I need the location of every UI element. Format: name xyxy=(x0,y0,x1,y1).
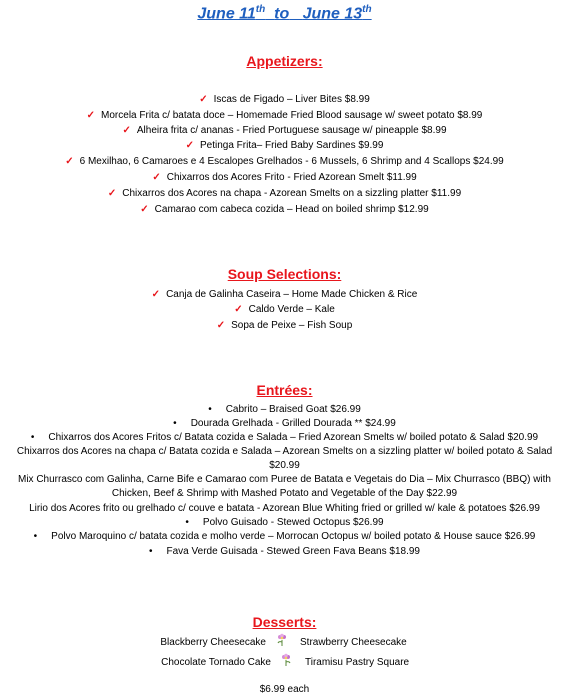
title-start: June 11 xyxy=(197,5,256,23)
appetizer-text: Alheira frita c/ ananas - Fried Portuguese sausage w/ pineapple $8.99 xyxy=(136,125,447,136)
check-mark-icon: ✓ xyxy=(107,188,117,199)
entree-item xyxy=(0,502,569,515)
entree-text: Lirio dos Acores frito ou grelhado c/ couve e batata - Azorean Blue Whiting fried or grilled w/ kale & potatoes $26.99 xyxy=(29,503,540,514)
title-end: June 13 xyxy=(302,5,363,23)
bullet-icon: • xyxy=(185,517,189,528)
appetizer-text: Morcela Frita c/ batata doce – Homemade Fried Blood sausage w/ sweet potato $8.99 xyxy=(101,110,483,121)
check-mark-icon: ✓ xyxy=(185,140,194,151)
entree-text: Dourada Grelhada - Grilled Dourada ** $24.99 xyxy=(190,418,396,429)
appetizer-item xyxy=(0,155,569,168)
entree-text: Polvo Guisado - Stewed Octopus $26.99 xyxy=(202,517,384,528)
bullet-icon: • xyxy=(148,546,153,557)
entree-item xyxy=(0,530,569,543)
page-title xyxy=(0,4,569,23)
soup-heading: Soup Selections: xyxy=(227,266,342,282)
bullet-icon: • xyxy=(33,531,38,542)
soup-text: Canja de Galinha Caseira – Home Made Chicken & Rice xyxy=(166,289,418,300)
soup-text: Sopa de Peixe – Fish Soup xyxy=(231,320,353,331)
title-sup-2: th xyxy=(362,4,372,15)
entrees-heading: Entrées: xyxy=(256,382,313,398)
appetizer-item xyxy=(0,139,569,152)
entree-item xyxy=(4,445,565,473)
entree-text: Chixarros dos Acores na chapa c/ Batata cozida e Salada – Azorean Smelts on a sizzling platter w/ boiled potato & Salad $20.99 xyxy=(16,446,553,471)
appetizer-text: Petinga Frita– Fried Baby Sardines $9.99 xyxy=(199,140,384,151)
check-mark-icon: ✓ xyxy=(216,320,226,331)
entree-item xyxy=(4,473,565,501)
check-mark-icon: ✓ xyxy=(122,125,131,136)
dessert-item: Blackberry Cheesecake xyxy=(160,637,266,648)
check-mark-icon: ✓ xyxy=(199,94,208,105)
soup-item xyxy=(0,303,569,316)
entree-item xyxy=(0,403,569,416)
check-mark-icon: ✓ xyxy=(234,304,243,315)
title-sup-1: th xyxy=(255,4,266,15)
entree-text: Mix Churrasco com Galinha, Carne Bife e Camarao com Puree de Batata e Vegetais do Dia – Mix Churrasco (BBQ) with Chicken, Beef & Shrimp with Mashed Potato and Vegetable of the Day $22.99 xyxy=(17,474,551,499)
soup-item xyxy=(0,288,569,301)
entree-text: Cabrito – Braised Goat $26.99 xyxy=(225,404,361,415)
appetizer-text: Camarao com cabeca cozida – Head on boiled shrimp $12.99 xyxy=(154,204,429,215)
appetizer-item xyxy=(0,203,569,216)
entree-text: Fava Verde Guisada - Stewed Green Fava Beans $18.99 xyxy=(166,546,420,557)
appetizer-item xyxy=(0,171,569,184)
dessert-price: $6.99 each xyxy=(259,684,310,695)
appetizer-item xyxy=(0,124,569,137)
appetizer-text: Iscas de Figado – Liver Bites $8.99 xyxy=(213,94,370,105)
bullet-icon: • xyxy=(173,418,177,429)
desserts-heading: Desserts: xyxy=(252,614,317,630)
appetizer-item xyxy=(0,109,569,122)
appetizer-item xyxy=(0,187,569,200)
dessert-item: Strawberry Cheesecake xyxy=(300,637,407,648)
appetizer-text: Chixarros dos Acores Frito - Fried Azorean Smelt $11.99 xyxy=(166,172,417,183)
appetizers-heading: Appetizers: xyxy=(246,53,323,69)
check-mark-icon: ✓ xyxy=(151,289,161,300)
bullet-icon: • xyxy=(30,432,35,443)
dessert-item: Tiramisu Pastry Square xyxy=(305,657,410,668)
bullet-icon: • xyxy=(208,404,212,415)
entree-item xyxy=(0,545,569,558)
entree-text: Chixarros dos Acores Fritos c/ Batata cozida e Salada – Fried Azorean Smelts w/ boiled potato & Salad $20.99 xyxy=(48,432,539,443)
appetizer-item xyxy=(0,93,569,106)
appetizer-text: Chixarros dos Acores na chapa - Azorean Smelts on a sizzling platter $11.99 xyxy=(122,188,462,199)
appetizer-text: 6 Mexilhao, 6 Camaroes e 4 Escalopes Grelhados - 6 Mussels, 6 Shrimp and 4 Scallops $24.99 xyxy=(79,156,504,167)
flower-icon xyxy=(279,653,293,667)
soup-item xyxy=(0,319,569,332)
entree-item xyxy=(0,417,569,430)
soup-text: Caldo Verde – Kale xyxy=(248,304,335,315)
check-mark-icon: ✓ xyxy=(140,204,149,215)
entree-item xyxy=(0,516,569,529)
check-mark-icon: ✓ xyxy=(86,110,96,121)
title-mid: to xyxy=(274,5,290,23)
entree-text: Polvo Maroquino c/ batata cozida e molho verde – Morrocan Octopus w/ boiled potato & House sauce $26.99 xyxy=(51,531,536,542)
check-mark-icon: ✓ xyxy=(65,156,74,167)
dessert-item: Chocolate Tornado Cake xyxy=(161,657,271,668)
flower-icon xyxy=(275,633,289,647)
entree-item xyxy=(0,431,569,444)
check-mark-icon: ✓ xyxy=(152,172,161,183)
